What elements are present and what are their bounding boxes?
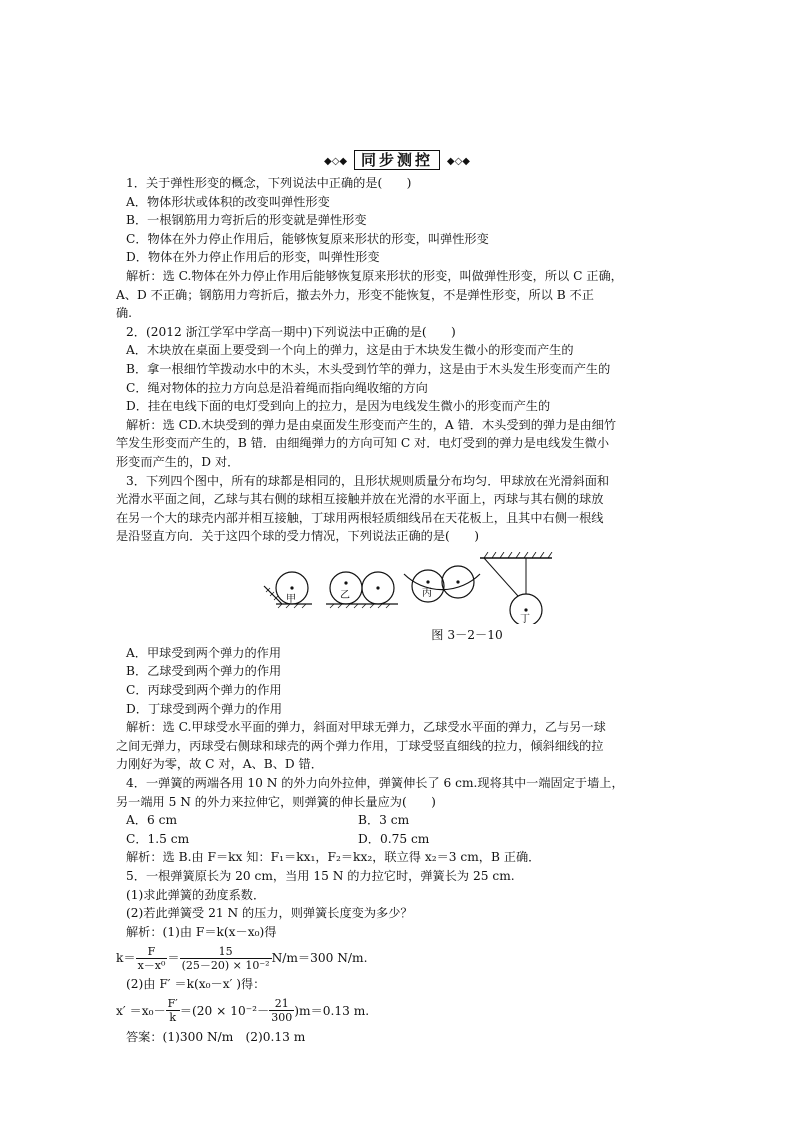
q1-option-a: A．物体形状或体积的改变叫弹性形变: [126, 194, 330, 209]
q4-solution: 解析：选 B.由 F＝kx 知：F₁＝kx₁，F₂＝kx₂，联立得 x₂＝3 cm，B 正确．: [126, 850, 541, 865]
q2-solution-line: 形变而产生的，D 对．: [116, 454, 240, 469]
q3-solution-line: 解析：选 C.甲球受水平面的弹力，斜面对甲球无弹力，乙球受水平面的弹力，乙与另一球: [126, 720, 606, 735]
label-jia: 甲: [286, 593, 296, 605]
q3-option-a: A．甲球受到两个弹力的作用: [126, 645, 282, 660]
q5-part-1: (1)求此弹簧的劲度系数．: [126, 887, 266, 902]
q5-solution-intro: 解析：(1)由 F＝k(x－x₀)得: [126, 924, 277, 939]
q4-option-b: B．3 cm: [358, 813, 410, 828]
fraction: $\frac{F'}{k}$: [167, 997, 178, 1025]
q2-solution-line: 解析：选 CD.木块受到的弹力是由桌面发生形变而产生的，A 错．木头受到的弹力是由细竹: [126, 417, 617, 432]
fraction: $\frac{F}{\text{x－x⁰}}$: [137, 944, 166, 972]
q1-stem: 1．关于弹性形变的概念，下列说法中正确的是( ): [126, 176, 412, 190]
q1-option-c: C．物体在外力停止作用后，能够恢复原来形状的形变，叫弹性形变: [126, 231, 489, 246]
label-bing: 丙: [422, 587, 432, 599]
q2-option-d: D．挂在电线下面的电灯受到向上的拉力，是因为电线发生微小的形变而产生的: [126, 399, 551, 414]
document-page: [116, 150, 678, 1047]
ground-yi: [326, 604, 398, 608]
q4-option-d: D．0.75 cm: [358, 831, 430, 846]
diamond-ornament-icon: ◆◇◆: [324, 156, 348, 167]
q4-option-c: C．1.5 cm: [126, 831, 190, 846]
label-yi: 乙: [340, 589, 350, 601]
q4-options-row: [116, 811, 678, 830]
slanted-string: [484, 558, 518, 596]
ball-diagram: [116, 552, 678, 624]
q2-solution-line: 竿发生形变而产生的，B 错．由细绳弹力的方向可知 C 对．电灯受到的弹力是电线发生微小: [116, 436, 610, 451]
q2-option-a: A．木块放在桌面上要受到一个向上的弹力，这是由于木块发生微小的形变而产生的: [126, 343, 574, 358]
q1-solution-line: 解析：选 C.物体在外力停止作用后能够恢复原来形状的形变，叫做弹性形变，所以 C 正确，: [126, 268, 623, 283]
q4-options-row: [116, 830, 678, 849]
q5-solution-part2: (2)由 F′ ＝k(x₀－x′ )得：: [126, 977, 266, 992]
q4-option-a: A．6 cm: [126, 813, 177, 828]
q3-solution-line: 之间无弹力，丙球受右侧球和球壳的两个弹力作用，丁球受竖直细线的拉力，倾斜细线的拉: [116, 738, 604, 753]
q2-option-b: B．拿一根细竹竿拨动水中的木头，木头受到竹竿的弹力，这是由于木头发生形变而产生的: [126, 361, 611, 376]
q2-stem: 2．(2012 浙江学军中学高一期中)下列说法中正确的是( ): [126, 324, 456, 339]
q1-solution-line: 确.: [116, 306, 133, 321]
fraction: $\frac{21}{300}$: [271, 997, 293, 1025]
q1-option-b: B．一根钢筋用力弯折后的形变就是弹性形变: [126, 213, 367, 228]
formula-length: x′ ＝x₀－ $\frac{F'}{k}$ ＝(20 × 10⁻²－ $\frac{21}{300}$ )m＝0.13 m.: [116, 997, 370, 1025]
figure-caption: 图 3－2－10: [431, 627, 503, 642]
q4-stem-line: 4．一弹簧的两端各用 10 N 的外力向外拉伸，弹簧伸长了 6 cm.现将其中一端固定于墙上，: [126, 776, 624, 791]
ceiling: [480, 552, 552, 558]
section-header: [116, 150, 678, 172]
q3-solution-line: 力刚好为零，故 C 对，A、B、D 错．: [116, 757, 323, 772]
q3-stem-line: 3．下列四个图中，所有的球都是相同的，且形状规则质量分布均匀．甲球放在光滑斜面和: [126, 473, 610, 488]
q3-stem-line: 在另一个大的球壳内部并相互接触，丁球用两根轻质细线吊在天花板上，且其中右侧一根线: [116, 510, 604, 525]
q3-stem-line: 是沿竖直方向．关于这四个球的受力情况，下列说法正确的是( ): [116, 529, 479, 544]
label-ding: 丁: [520, 613, 530, 624]
formula-spring-constant: k＝ $\frac{F}{\text{x－x⁰}}$ ＝ $\frac{15}{\text{(25－20) × 10⁻²}}$ N/m＝300 N/m.: [116, 944, 368, 972]
q3-stem-line: 光滑水平面之间，乙球与其右侧的球相互接触并放在光滑的水平面上，丙球与其右侧的球放: [116, 492, 604, 507]
q5-part-2: (2)若此弹簧受 21 N 的压力，则弹簧长度变为多少？: [126, 906, 413, 921]
q5-stem: 5．一根弹簧原长为 20 cm，当用 15 N 的力拉它时，弹簧长为 25 cm.: [126, 869, 515, 883]
q3-option-d: D．丁球受到两个弹力的作用: [126, 701, 283, 716]
section-title: 同步测控: [354, 150, 440, 170]
q5-answer: 答案：(1)300 N/m (2)0.13 m: [126, 1029, 306, 1044]
q1-option-d: D．物体在外力停止作用后的形变，叫弹性形变: [126, 250, 380, 265]
fraction: $\frac{15}{\text{(25－20) × 10⁻²}}$: [181, 944, 270, 972]
q3-option-c: C．丙球受到两个弹力的作用: [126, 683, 282, 698]
q4-stem-line: 另一端用 5 N 的外力来拉伸它，则弹簧的伸长量应为( ): [116, 794, 436, 809]
diamond-ornament-icon: ◆◇◆: [446, 156, 470, 167]
q2-option-c: C．绳对物体的拉力方向总是沿着绳而指向绳收缩的方向: [126, 380, 428, 395]
q1-solution-line: A、D 不正确；钢筋用力弯折后，撤去外力，形变不能恢复，不是弹性形变，所以 B 不正: [116, 287, 594, 302]
q3-figure: [116, 552, 678, 624]
q3-option-b: B．乙球受到两个弹力的作用: [126, 664, 282, 679]
